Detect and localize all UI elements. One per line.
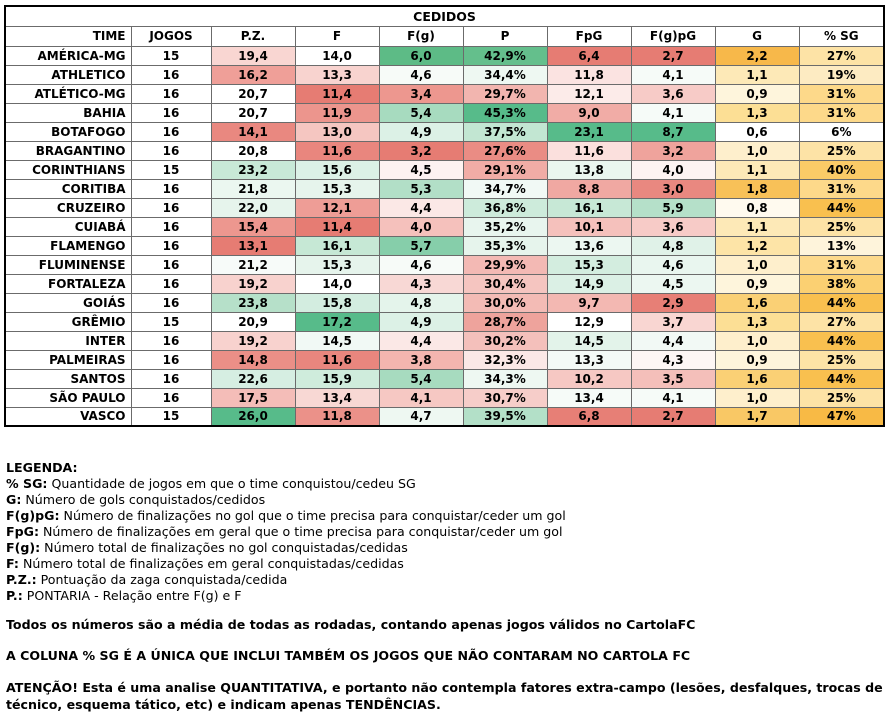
cell-jogos: 16	[131, 103, 211, 122]
cell-pz: 23,8	[211, 293, 295, 312]
cell-fpg: 23,1	[547, 122, 631, 141]
cell-sg: 27%	[799, 312, 884, 331]
table-row	[5, 84, 884, 103]
cell-fpg: 11,8	[547, 65, 631, 84]
cell-sg: 25%	[799, 388, 884, 407]
cell-p: 34,4%	[463, 65, 547, 84]
cell-fg: 4,9	[379, 122, 463, 141]
cell-p: 36,8%	[463, 198, 547, 217]
cell-jogos: 15	[131, 160, 211, 179]
cell-f: 13,0	[295, 122, 379, 141]
cell-p: 37,5%	[463, 122, 547, 141]
cell-sg: 47%	[799, 407, 884, 426]
legend-term: FpG:	[6, 524, 39, 539]
legend-item	[6, 508, 886, 524]
cell-fpg: 14,5	[547, 331, 631, 350]
cell-team: INTER	[5, 331, 131, 350]
cell-p: 29,1%	[463, 160, 547, 179]
column-header-jogos: JOGOS	[131, 26, 211, 46]
cell-fgpg: 4,3	[631, 350, 715, 369]
cell-jogos: 16	[131, 255, 211, 274]
cell-fg: 5,4	[379, 103, 463, 122]
cell-g: 1,0	[715, 388, 799, 407]
table-row	[5, 65, 884, 84]
legend-term: F(g):	[6, 540, 41, 555]
cell-pz: 20,7	[211, 103, 295, 122]
cell-fgpg: 3,2	[631, 141, 715, 160]
cell-g: 1,0	[715, 255, 799, 274]
cell-jogos: 16	[131, 198, 211, 217]
column-header-p: P	[463, 26, 547, 46]
cell-fpg: 14,9	[547, 274, 631, 293]
cell-g: 1,3	[715, 312, 799, 331]
cell-p: 35,3%	[463, 236, 547, 255]
cell-fg: 4,6	[379, 65, 463, 84]
cell-f: 12,1	[295, 198, 379, 217]
cell-pz: 22,0	[211, 198, 295, 217]
cell-g: 1,1	[715, 160, 799, 179]
legend-item	[6, 588, 886, 604]
table-row	[5, 407, 884, 426]
cell-f: 13,4	[295, 388, 379, 407]
cell-fg: 4,3	[379, 274, 463, 293]
table-body	[5, 46, 884, 426]
cell-fpg: 10,2	[547, 369, 631, 388]
table-row	[5, 369, 884, 388]
table-row	[5, 46, 884, 65]
cell-team: PALMEIRAS	[5, 350, 131, 369]
cell-jogos: 16	[131, 369, 211, 388]
cell-f: 15,3	[295, 179, 379, 198]
cell-fg: 4,4	[379, 331, 463, 350]
legend	[6, 460, 886, 713]
cell-fgpg: 3,7	[631, 312, 715, 331]
cell-f: 11,8	[295, 407, 379, 426]
title-row	[5, 6, 884, 26]
note-average: Todos os números são a média de todas as rodadas, contando apenas jogos válidos no CartolaFC	[6, 617, 696, 632]
spreadsheet	[4, 5, 885, 427]
cell-f: 14,5	[295, 331, 379, 350]
cell-jogos: 16	[131, 388, 211, 407]
cell-f: 11,6	[295, 141, 379, 160]
cell-fg: 4,1	[379, 388, 463, 407]
cell-f: 16,1	[295, 236, 379, 255]
cell-team: BAHIA	[5, 103, 131, 122]
cell-f: 14,0	[295, 274, 379, 293]
cell-fgpg: 3,0	[631, 179, 715, 198]
legend-description: Número de finalizações no gol que o time precisa para conquistar/ceder um gol	[59, 508, 566, 523]
cell-fg: 4,8	[379, 293, 463, 312]
legend-item	[6, 476, 886, 492]
cell-fgpg: 3,5	[631, 369, 715, 388]
legend-title: LEGENDA:	[6, 460, 78, 475]
cell-pz: 19,2	[211, 274, 295, 293]
cell-fpg: 13,8	[547, 160, 631, 179]
legend-description: Pontuação da zaga conquistada/cedida	[36, 572, 288, 587]
cell-fgpg: 4,8	[631, 236, 715, 255]
legend-term: P.Z.:	[6, 572, 37, 587]
column-header-fgpg: F(g)pG	[631, 26, 715, 46]
cell-team: ATLÉTICO-MG	[5, 84, 131, 103]
table-row	[5, 103, 884, 122]
cell-team: CORINTHIANS	[5, 160, 131, 179]
cell-fg: 5,3	[379, 179, 463, 198]
cedidos-table	[4, 5, 885, 427]
cell-fpg: 10,1	[547, 217, 631, 236]
note-warning: ATENÇÃO! Esta é uma analise QUANTITATIVA, e portanto não contempla fatores extra-campo (lesões, desfalques, trocas de técnico, esquema tático, etc) e indicam apenas TENDÊNCIAS.	[6, 680, 883, 712]
table-row	[5, 179, 884, 198]
cell-g: 2,2	[715, 46, 799, 65]
cell-jogos: 16	[131, 65, 211, 84]
column-header-fpg: FpG	[547, 26, 631, 46]
cell-fpg: 9,0	[547, 103, 631, 122]
cell-fg: 4,0	[379, 217, 463, 236]
cell-g: 1,1	[715, 65, 799, 84]
cell-fpg: 12,1	[547, 84, 631, 103]
table-row	[5, 217, 884, 236]
cell-g: 1,0	[715, 331, 799, 350]
cell-jogos: 15	[131, 312, 211, 331]
cell-jogos: 16	[131, 179, 211, 198]
cell-fg: 3,4	[379, 84, 463, 103]
cell-sg: 38%	[799, 274, 884, 293]
cell-jogos: 16	[131, 293, 211, 312]
cell-jogos: 15	[131, 46, 211, 65]
cell-p: 29,9%	[463, 255, 547, 274]
cell-sg: 44%	[799, 369, 884, 388]
cell-jogos: 16	[131, 350, 211, 369]
cell-pz: 20,7	[211, 84, 295, 103]
column-header-f: F	[295, 26, 379, 46]
cell-g: 1,1	[715, 217, 799, 236]
cell-fg: 3,2	[379, 141, 463, 160]
cell-f: 15,9	[295, 369, 379, 388]
cell-g: 1,6	[715, 293, 799, 312]
cell-fgpg: 2,7	[631, 46, 715, 65]
cell-jogos: 16	[131, 274, 211, 293]
cell-g: 1,3	[715, 103, 799, 122]
cell-fgpg: 5,9	[631, 198, 715, 217]
column-header-sg: % SG	[799, 26, 884, 46]
cell-sg: 31%	[799, 103, 884, 122]
cell-fg: 4,6	[379, 255, 463, 274]
cell-p: 30,0%	[463, 293, 547, 312]
cell-pz: 21,8	[211, 179, 295, 198]
cell-pz: 20,8	[211, 141, 295, 160]
cell-fgpg: 8,7	[631, 122, 715, 141]
cell-sg: 31%	[799, 84, 884, 103]
cell-pz: 22,6	[211, 369, 295, 388]
cell-g: 1,7	[715, 407, 799, 426]
cell-sg: 13%	[799, 236, 884, 255]
table-row	[5, 236, 884, 255]
cell-sg: 31%	[799, 179, 884, 198]
legend-item	[6, 556, 886, 572]
legend-term: F:	[6, 556, 19, 571]
cell-team: ATHLETICO	[5, 65, 131, 84]
cell-fpg: 8,8	[547, 179, 631, 198]
cell-g: 0,9	[715, 274, 799, 293]
cell-fpg: 12,9	[547, 312, 631, 331]
cell-pz: 13,1	[211, 236, 295, 255]
cell-team: BOTAFOGO	[5, 122, 131, 141]
cell-fg: 6,0	[379, 46, 463, 65]
cell-fpg: 6,4	[547, 46, 631, 65]
legend-description: Número de gols conquistados/cedidos	[21, 492, 266, 507]
cell-sg: 44%	[799, 331, 884, 350]
cell-fpg: 16,1	[547, 198, 631, 217]
table-row	[5, 293, 884, 312]
legend-term: % SG:	[6, 476, 48, 491]
cell-fgpg: 2,9	[631, 293, 715, 312]
cell-sg: 19%	[799, 65, 884, 84]
cell-f: 15,6	[295, 160, 379, 179]
cell-fpg: 11,6	[547, 141, 631, 160]
cell-p: 34,7%	[463, 179, 547, 198]
cell-team: VASCO	[5, 407, 131, 426]
cell-f: 13,3	[295, 65, 379, 84]
cell-g: 0,8	[715, 198, 799, 217]
cell-sg: 25%	[799, 350, 884, 369]
cell-f: 11,6	[295, 350, 379, 369]
cell-pz: 14,1	[211, 122, 295, 141]
cell-fgpg: 4,1	[631, 388, 715, 407]
cell-pz: 26,0	[211, 407, 295, 426]
table-title: CEDIDOS	[5, 6, 884, 26]
cell-fg: 4,4	[379, 198, 463, 217]
cell-p: 42,9%	[463, 46, 547, 65]
cell-pz: 17,5	[211, 388, 295, 407]
cell-team: SÃO PAULO	[5, 388, 131, 407]
cell-p: 34,3%	[463, 369, 547, 388]
cell-sg: 40%	[799, 160, 884, 179]
cell-fgpg: 4,1	[631, 65, 715, 84]
cell-pz: 23,2	[211, 160, 295, 179]
cell-g: 1,8	[715, 179, 799, 198]
cell-fg: 4,7	[379, 407, 463, 426]
cell-g: 1,0	[715, 141, 799, 160]
cell-p: 30,4%	[463, 274, 547, 293]
legend-item	[6, 524, 886, 540]
cell-jogos: 16	[131, 331, 211, 350]
note-sg: A COLUNA % SG É A ÚNICA QUE INCLUI TAMBÉM OS JOGOS QUE NÃO CONTARAM NO CARTOLA FC	[6, 648, 691, 663]
cell-pz: 20,9	[211, 312, 295, 331]
cell-jogos: 16	[131, 236, 211, 255]
table-row	[5, 160, 884, 179]
column-header-pz: P.Z.	[211, 26, 295, 46]
cell-sg: 27%	[799, 46, 884, 65]
cell-fg: 5,7	[379, 236, 463, 255]
cell-f: 15,8	[295, 293, 379, 312]
cell-team: FLAMENGO	[5, 236, 131, 255]
cell-f: 11,4	[295, 217, 379, 236]
cell-fgpg: 4,1	[631, 103, 715, 122]
cell-fpg: 13,4	[547, 388, 631, 407]
legend-term: P.:	[6, 588, 23, 603]
legend-term: F(g)pG:	[6, 508, 60, 523]
cell-fg: 4,5	[379, 160, 463, 179]
cell-sg: 31%	[799, 255, 884, 274]
column-header-team: TIME	[5, 26, 131, 46]
cell-p: 30,2%	[463, 331, 547, 350]
cell-pz: 15,4	[211, 217, 295, 236]
cell-p: 27,6%	[463, 141, 547, 160]
legend-description: Quantidade de jogos em que o time conquistou/cedeu SG	[47, 476, 416, 491]
cell-fg: 5,4	[379, 369, 463, 388]
cell-fpg: 6,8	[547, 407, 631, 426]
cell-fgpg: 3,6	[631, 217, 715, 236]
cell-team: AMÉRICA-MG	[5, 46, 131, 65]
cell-pz: 19,2	[211, 331, 295, 350]
table-row	[5, 350, 884, 369]
cell-jogos: 16	[131, 84, 211, 103]
cell-f: 15,3	[295, 255, 379, 274]
legend-item	[6, 540, 886, 556]
cell-sg: 25%	[799, 217, 884, 236]
cell-fgpg: 4,5	[631, 274, 715, 293]
legend-items	[6, 476, 886, 604]
cell-team: SANTOS	[5, 369, 131, 388]
cell-fpg: 9,7	[547, 293, 631, 312]
cell-jogos: 16	[131, 217, 211, 236]
table-row	[5, 331, 884, 350]
cell-fgpg: 4,0	[631, 160, 715, 179]
cell-fpg: 13,3	[547, 350, 631, 369]
cell-team: BRAGANTINO	[5, 141, 131, 160]
legend-item	[6, 492, 886, 508]
cell-team: GOIÁS	[5, 293, 131, 312]
table-row	[5, 122, 884, 141]
cell-sg: 44%	[799, 198, 884, 217]
table-row	[5, 274, 884, 293]
cell-fpg: 15,3	[547, 255, 631, 274]
cell-f: 14,0	[295, 46, 379, 65]
cell-f: 11,9	[295, 103, 379, 122]
cell-jogos: 15	[131, 407, 211, 426]
cell-g: 0,9	[715, 350, 799, 369]
legend-description: Número total de finalizações no gol conquistadas/cedidas	[40, 540, 408, 555]
cell-fgpg: 4,4	[631, 331, 715, 350]
cell-fgpg: 3,6	[631, 84, 715, 103]
cell-pz: 19,4	[211, 46, 295, 65]
table-row	[5, 255, 884, 274]
cell-jogos: 16	[131, 141, 211, 160]
table-row	[5, 388, 884, 407]
legend-description: PONTARIA - Relação entre F(g) e F	[22, 588, 242, 603]
cell-p: 45,3%	[463, 103, 547, 122]
cell-team: CUIABÁ	[5, 217, 131, 236]
cell-team: FLUMINENSE	[5, 255, 131, 274]
cell-g: 0,6	[715, 122, 799, 141]
legend-description: Número de finalizações em geral que o time precisa para conquistar/ceder um gol	[39, 524, 563, 539]
cell-fg: 4,9	[379, 312, 463, 331]
cell-p: 35,2%	[463, 217, 547, 236]
cell-fg: 3,8	[379, 350, 463, 369]
table-row	[5, 198, 884, 217]
cell-p: 30,7%	[463, 388, 547, 407]
cell-f: 17,2	[295, 312, 379, 331]
table-row	[5, 141, 884, 160]
cell-team: CORITIBA	[5, 179, 131, 198]
cell-pz: 21,2	[211, 255, 295, 274]
cell-team: CRUZEIRO	[5, 198, 131, 217]
cell-f: 11,4	[295, 84, 379, 103]
cell-g: 1,6	[715, 369, 799, 388]
legend-item	[6, 572, 886, 588]
cell-g: 1,2	[715, 236, 799, 255]
cell-p: 29,7%	[463, 84, 547, 103]
legend-term: G:	[6, 492, 22, 507]
cell-p: 28,7%	[463, 312, 547, 331]
cell-team: GRÊMIO	[5, 312, 131, 331]
cell-p: 32,3%	[463, 350, 547, 369]
cell-sg: 44%	[799, 293, 884, 312]
cell-pz: 14,8	[211, 350, 295, 369]
cell-fgpg: 4,6	[631, 255, 715, 274]
cell-pz: 16,2	[211, 65, 295, 84]
cell-g: 0,9	[715, 84, 799, 103]
cell-sg: 25%	[799, 141, 884, 160]
header-row	[5, 26, 884, 46]
cell-jogos: 16	[131, 122, 211, 141]
cell-sg: 6%	[799, 122, 884, 141]
cell-fgpg: 2,7	[631, 407, 715, 426]
legend-description: Número total de finalizações em geral conquistadas/cedidas	[18, 556, 404, 571]
column-header-fg: F(g)	[379, 26, 463, 46]
column-header-g: G	[715, 26, 799, 46]
cell-p: 39,5%	[463, 407, 547, 426]
table-row	[5, 312, 884, 331]
cell-fpg: 13,6	[547, 236, 631, 255]
cell-team: FORTALEZA	[5, 274, 131, 293]
